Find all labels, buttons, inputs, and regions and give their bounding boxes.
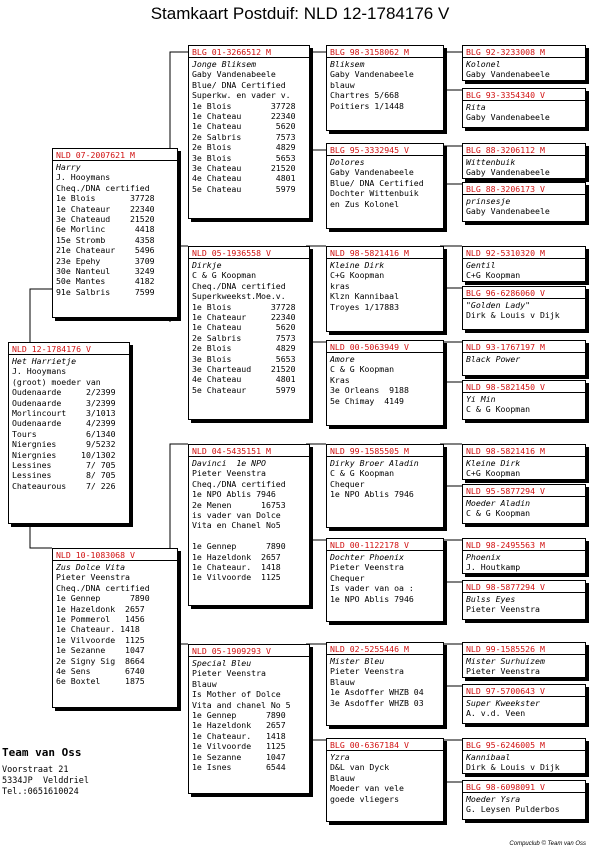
info-line: 3e Blois 5653 (192, 152, 296, 163)
ring-number: NLD 00-1122178 V (327, 539, 443, 551)
info-line: 21e Chateaur 5496 (56, 245, 155, 256)
info-line: Moeder van vele (330, 783, 404, 794)
pigeon-name: Dolores (330, 157, 365, 167)
pedigree-card-ggp-3 (326, 246, 444, 332)
info-line: Klzn Kannibaal (330, 291, 400, 302)
breeder-name: C & G Koopman (330, 364, 395, 375)
ring-number: NLD 98-5821450 V (463, 381, 585, 393)
info-line: 1e NPO Ablis 7946 (330, 489, 414, 500)
ring-number: BLG 88-3206112 M (463, 144, 585, 156)
info-line: 15e Stromb 4358 (56, 234, 155, 245)
info-line: 1e Hazeldonk 2657 (56, 603, 145, 614)
card-body (53, 561, 177, 688)
pedigree-card-subject (8, 342, 130, 524)
pigeon-name: Dochter Phoenix (330, 552, 404, 562)
info-line: 1e Blois 37728 (192, 100, 296, 111)
pigeon-name: Kannibaal (466, 752, 511, 762)
pigeon-name: Moeder Ysra (466, 794, 521, 804)
pedigree-card-ggp-6 (326, 538, 444, 622)
pigeon-name: Phoenix (466, 552, 501, 562)
pigeon-name: prinsesje (466, 196, 511, 206)
card-body (463, 655, 585, 678)
card-body (463, 457, 585, 480)
pedigree-card-gggp-2 (462, 88, 586, 128)
ring-number: NLD 98-2495563 M (463, 539, 585, 551)
pigeon-name: Het Harrietje (12, 356, 77, 366)
ring-number: NLD 93-1767197 M (463, 341, 585, 353)
pedigree-card-gggp-12 (462, 580, 586, 620)
info-line: Niergnies 10/1302 (12, 449, 116, 460)
info-line: Superkweekst.Moe.v. (192, 291, 286, 302)
pigeon-name: Mister Bleu (330, 656, 385, 666)
info-line: 4e Sens 6740 (56, 665, 145, 676)
ring-number: NLD 02-5255446 M (327, 643, 443, 655)
info-line: 2e Blois 4829 (192, 142, 296, 153)
pigeon-name: Rita (466, 102, 486, 112)
info-line: 1e Pommerol 1456 (56, 613, 145, 624)
ring-number: BLG 92-3233008 M (463, 46, 585, 58)
team-city: 5334JP Velddriel (2, 776, 89, 786)
breeder-name: Pieter Veenstra (56, 572, 130, 583)
card-body (463, 259, 585, 282)
card-body (327, 751, 443, 805)
breeder-name: G. Leysen Pulderbos (466, 804, 560, 815)
info-line: 6e Boxtel 1875 (56, 676, 145, 687)
breeder-name: C+G Koopman (330, 270, 385, 281)
info-line: 1e NPO Ablis 7946 (330, 593, 414, 604)
breeder-name: Dirk & Louis v Dijk (466, 762, 560, 773)
info-line: Cheq./DNA certified (192, 280, 286, 291)
card-body (327, 353, 443, 407)
ring-number: NLD 00-5063949 V (327, 341, 443, 353)
breeder-name: Pieter Veenstra (330, 562, 404, 573)
ring-number: NLD 98-5821416 M (327, 247, 443, 259)
pigeon-name: Zus Dolce Vita (56, 562, 126, 572)
info-line: 1e Vilvoorde 1125 (56, 634, 145, 645)
card-body (327, 156, 443, 210)
pedigree-card-gggp-10 (462, 484, 586, 524)
info-line: 23e Epehy 3709 (56, 255, 155, 266)
pedigree-card-gggp-8 (462, 380, 586, 420)
ring-number: BLG 98-6098091 V (463, 781, 585, 793)
info-line: 5e Chimay 4149 (330, 395, 404, 406)
card-body (463, 497, 585, 520)
pedigree-card-gggp-3 (462, 143, 586, 179)
info-line: Blauw (192, 678, 217, 689)
ring-number: BLG 00-6367184 V (327, 739, 443, 751)
info-line: is vader van Dolce (192, 509, 281, 520)
breeder-name: Pieter Veenstra (192, 668, 266, 679)
info-line: 1e Blois 37728 (192, 301, 296, 312)
info-line: Superkw. en vader v. (192, 90, 291, 101)
info-line: 3e Charteaud 21520 (192, 363, 296, 374)
info-line: 1e Blois 37728 (56, 193, 155, 204)
ring-number: NLD 95-5877294 V (463, 485, 585, 497)
breeder-name: Pieter Veenstra (466, 666, 540, 677)
card-body (463, 697, 585, 720)
ring-number: BLG 98-3158062 M (327, 46, 443, 58)
pedigree-card-sire-dam (188, 246, 310, 420)
info-line: 1e Chateau 5620 (192, 121, 296, 132)
info-line: Blauw (330, 772, 355, 783)
info-line: 91e Salbris 7599 (56, 286, 155, 297)
card-body (189, 457, 309, 584)
info-line: 1e Sezanne 1047 (56, 645, 145, 656)
info-line: 5e Chateau 5979 (192, 183, 296, 194)
info-line: 1e Asdoffer WHZB 04 (330, 687, 424, 698)
breeder-name: Gaby Vandenabeele (466, 167, 550, 178)
info-line: 1e Chateau 22340 (192, 110, 296, 121)
breeder-name: Dirk & Louis v Dijk (466, 310, 560, 321)
ring-number: BLG 95-3332945 V (327, 144, 443, 156)
info-line: Chateaurous 7/ 226 (12, 480, 116, 491)
breeder-name: Gaby Vandenabeele (330, 69, 414, 80)
info-line: 1e Vilvoorde 1125 (192, 572, 281, 583)
pedigree-card-dam-sire (188, 444, 310, 606)
ring-number: NLD 92-5310320 M (463, 247, 585, 259)
pigeon-name: Davinci 1e NPO (192, 458, 266, 468)
pedigree-card-gggp-7 (462, 340, 586, 376)
info-line: 1e Sezanne 1047 (192, 751, 286, 762)
info-line: 2e Menen 16753 (192, 499, 286, 510)
card-body (463, 751, 585, 774)
pedigree-card-ggp-8 (326, 738, 444, 822)
info-line: Troyes 1/17883 (330, 301, 400, 312)
breeder-name: J. Houtkamp (466, 562, 521, 573)
pigeon-name: Kolonel (466, 59, 501, 69)
team-name: Team van Oss (2, 746, 82, 759)
info-line: 5e Chateaur 5979 (192, 384, 296, 395)
info-line: Blauw (330, 676, 355, 687)
pigeon-name: Kleine Dirk (466, 458, 521, 468)
pigeon-name: Amore (330, 354, 355, 364)
pedigree-card-gggp-11 (462, 538, 586, 574)
pigeon-name: Super Kweekster (466, 698, 540, 708)
pigeon-name: Yi Min (466, 394, 496, 404)
info-line: Is Mother of Dolce (192, 689, 281, 700)
ring-number: NLD 05-1909293 V (189, 645, 309, 657)
info-line: Is vader van oa : (330, 583, 414, 594)
info-line: 1e NPO Ablis 7946 (192, 489, 276, 500)
ring-number: BLG 01-3266512 M (189, 46, 309, 58)
info-line: Oudenaarde 4/2399 (12, 418, 116, 429)
info-line: Blue/ DNA Certified (192, 79, 286, 90)
pigeon-name: Black Power (466, 354, 521, 364)
info-line: 1e Chateaur. 1418 (192, 730, 286, 741)
pedigree-card-gggp-6 (462, 286, 586, 330)
pigeon-name: Special Bleu (192, 658, 252, 668)
pedigree-card-ggp-4 (326, 340, 444, 426)
ring-number: NLD 12-1784176 V (9, 343, 129, 355)
card-body (463, 156, 585, 179)
breeder-name: Gaby Vandenabeele (192, 69, 276, 80)
info-line: 2e Salbris 7573 (192, 131, 296, 142)
card-body (463, 593, 585, 616)
card-body (463, 393, 585, 416)
card-body (327, 551, 443, 605)
card-body (189, 657, 309, 773)
pigeon-name: Bulss Eyes (466, 594, 516, 604)
breeder-name: Pieter Veenstra (192, 468, 266, 479)
info-line: Kras (330, 374, 350, 385)
breeder-name: C+G Koopman (466, 468, 521, 479)
info-line: 1e Gennep 7890 (192, 709, 286, 720)
breeder-name: Gaby Vandenabeele (466, 112, 550, 123)
info-line: 1e Chateaur 22340 (192, 311, 296, 322)
card-body (463, 195, 585, 218)
team-info (2, 746, 89, 798)
breeder-name: J. Hooymans (12, 366, 67, 377)
ring-number: BLG 96-6286060 V (463, 287, 585, 299)
pedigree-card-ggp-1 (326, 45, 444, 131)
team-phone: Tel.:0651610024 (2, 787, 79, 797)
ring-number: NLD 05-1936558 V (189, 247, 309, 259)
breeder-name: Gaby Vandenabeele (466, 69, 550, 80)
info-line: Tours 6/1340 (12, 428, 116, 439)
info-line: Vita and chanel No 5 (192, 699, 291, 710)
info-line: 6e Morlinc 4418 (56, 224, 155, 235)
info-line: Blue/ DNA Certified (330, 177, 424, 188)
pedigree-card-dam-dam (188, 644, 310, 794)
info-line: Cheq./DNA certified (192, 478, 286, 489)
info-line: 3e Asdoffer WHZB 03 (330, 697, 424, 708)
info-line: Chequer (330, 478, 365, 489)
info-line: 1e Hazeldonk 2657 (192, 551, 281, 562)
info-line: blauw (330, 79, 355, 90)
breeder-name: D&L van Dyck (330, 762, 390, 773)
pigeon-name: Mister Surhuizem (466, 656, 545, 666)
info-line: Poitiers 1/1448 (330, 100, 404, 111)
breeder-name: Gaby Vandenabeele (466, 206, 550, 217)
card-body (327, 655, 443, 709)
pigeon-name: Kleine Dirk (330, 260, 385, 270)
info-line: 2e Blois 4829 (192, 343, 296, 354)
breeder-name: C & G Koopman (466, 404, 531, 415)
info-line: Oudenaarde 3/2399 (12, 397, 116, 408)
card-body (463, 353, 585, 376)
ring-number: NLD 98-5877294 V (463, 581, 585, 593)
pedigree-card-ggp-2 (326, 143, 444, 229)
info-line: Cheq./DNA certified (56, 582, 150, 593)
card-body (327, 259, 443, 313)
info-line: 3e Chateaud 21520 (56, 213, 155, 224)
breeder-name: A. v.d. Veen (466, 708, 526, 719)
card-body (189, 58, 309, 195)
info-line: 3e Orleans 9188 (330, 385, 409, 396)
card-body (327, 457, 443, 501)
pigeon-name: Wittenbuik (466, 157, 516, 167)
pigeon-name: Bliksem (330, 59, 365, 69)
info-line: 1e Chateau 5620 (192, 322, 296, 333)
info-line: 1e Gennep 7890 (56, 593, 150, 604)
pedigree-card-ggp-5 (326, 444, 444, 528)
info-line: Morlincourt 3/1013 (12, 407, 116, 418)
pigeon-name: Dirky Broer Aladin (330, 458, 419, 468)
card-body (463, 551, 585, 574)
info-line: 1e Hazeldonk 2657 (192, 720, 286, 731)
breeder-name: C & G Koopman (466, 508, 531, 519)
pigeon-name: Jonge Bliksem (192, 59, 257, 69)
breeder-name: C & G Koopman (192, 270, 257, 281)
card-body (463, 58, 585, 81)
info-line: (groot) moeder van (12, 376, 101, 387)
pigeon-name: "Golden Lady" (466, 300, 531, 310)
page-title: Stamkaart Postduif: NLD 12-1784176 V (150, 4, 450, 23)
info-line: 2e Salbris 7573 (192, 332, 296, 343)
info-line: 3e Blois 5653 (192, 353, 296, 364)
info-line: Niergnies 9/5232 (12, 439, 116, 450)
pedigree-card-gggp-15 (462, 738, 586, 774)
pigeon-name: Moeder Aladin (466, 498, 531, 508)
info-line: Lessines 7/ 705 (12, 459, 116, 470)
info-line: Chartres 5/668 (330, 90, 400, 101)
card-body (189, 259, 309, 396)
pedigree-card-sire (52, 148, 178, 318)
info-line: Oudenaarde 2/2399 (12, 387, 116, 398)
ring-number: NLD 97-5700643 V (463, 685, 585, 697)
pigeon-name: Yzra (330, 752, 350, 762)
breeder-name (466, 364, 582, 374)
info-line: goede vliegers (330, 793, 400, 804)
info-line: 1e Vilvoorde 1125 (192, 741, 286, 752)
pedigree-card-gggp-16 (462, 780, 586, 820)
ring-number: NLD 07-2007621 M (53, 149, 177, 161)
pedigree-card-gggp-4 (462, 182, 586, 222)
info-line: Cheq./DNA certified (56, 182, 150, 193)
card-body (9, 355, 129, 492)
pedigree-card-gggp-5 (462, 246, 586, 282)
info-line: Dochter Wittenbuik (330, 188, 419, 199)
info-line: 4e Chateau 4801 (192, 374, 296, 385)
info-line: kras (330, 280, 350, 291)
ring-number: NLD 98-5821416 M (463, 445, 585, 457)
ring-number: BLG 88-3206173 V (463, 183, 585, 195)
info-line: en Zus Kolonel (330, 198, 400, 209)
info-line: 1e Isnes 6544 (192, 761, 286, 772)
pedigree-card-ggp-7 (326, 642, 444, 726)
footer-credit: Compuclub © Team van Oss (509, 841, 586, 847)
pigeon-name: Gentil (466, 260, 496, 270)
info-line: Vita en Chanel No5 (192, 520, 281, 531)
info-line: 4e Chateau 4801 (192, 173, 296, 184)
card-body (463, 793, 585, 816)
info-line: 50e Mantes 4182 (56, 276, 155, 287)
card-body (327, 58, 443, 112)
breeder-name: Pieter Veenstra (330, 666, 404, 677)
info-line: 2e Signy Sig 8664 (56, 655, 145, 666)
ring-number: BLG 95-6246005 M (463, 739, 585, 751)
card-body (463, 101, 585, 124)
ring-number: NLD 04-5435151 M (189, 445, 309, 457)
info-line: Lessines 8/ 705 (12, 470, 116, 481)
team-address: Voorstraat 21 (2, 765, 69, 775)
ring-number: NLD 99-1585505 M (327, 445, 443, 457)
card-body (463, 299, 585, 322)
breeder-name: C & G Koopman (330, 468, 395, 479)
pedigree-card-gggp-9 (462, 444, 586, 480)
ring-number: NLD 10-1083068 V (53, 549, 177, 561)
pedigree-card-sire-sire (188, 45, 310, 219)
pedigree-card-gggp-14 (462, 684, 586, 724)
pedigree-card-dam (52, 548, 178, 708)
info-line: 1e Chateaur. 1418 (56, 624, 140, 635)
ring-number: BLG 93-3354340 V (463, 89, 585, 101)
info-line: 1e Gennep 7890 (192, 541, 286, 552)
pedigree-card-gggp-1 (462, 45, 586, 81)
info-line (192, 531, 306, 541)
ring-number: NLD 99-1585526 M (463, 643, 585, 655)
breeder-name: Pieter Veenstra (466, 604, 540, 615)
breeder-name: J. Hooymans (56, 172, 111, 183)
breeder-name: C+G Koopman (466, 270, 521, 281)
pigeon-name: Dirkje (192, 260, 222, 270)
info-line: 30e Nanteul 3249 (56, 265, 155, 276)
pedigree-card-gggp-13 (462, 642, 586, 678)
pigeon-name: Harry (56, 162, 81, 172)
breeder-name: Gaby Vandenabeele (330, 167, 414, 178)
card-body (53, 161, 177, 298)
info-line: 3e Chateau 21520 (192, 162, 296, 173)
info-line: 1e Chateaur. 1418 (192, 561, 281, 572)
info-line: Chequer (330, 572, 365, 583)
info-line: 1e Chateaur 22340 (56, 203, 155, 214)
